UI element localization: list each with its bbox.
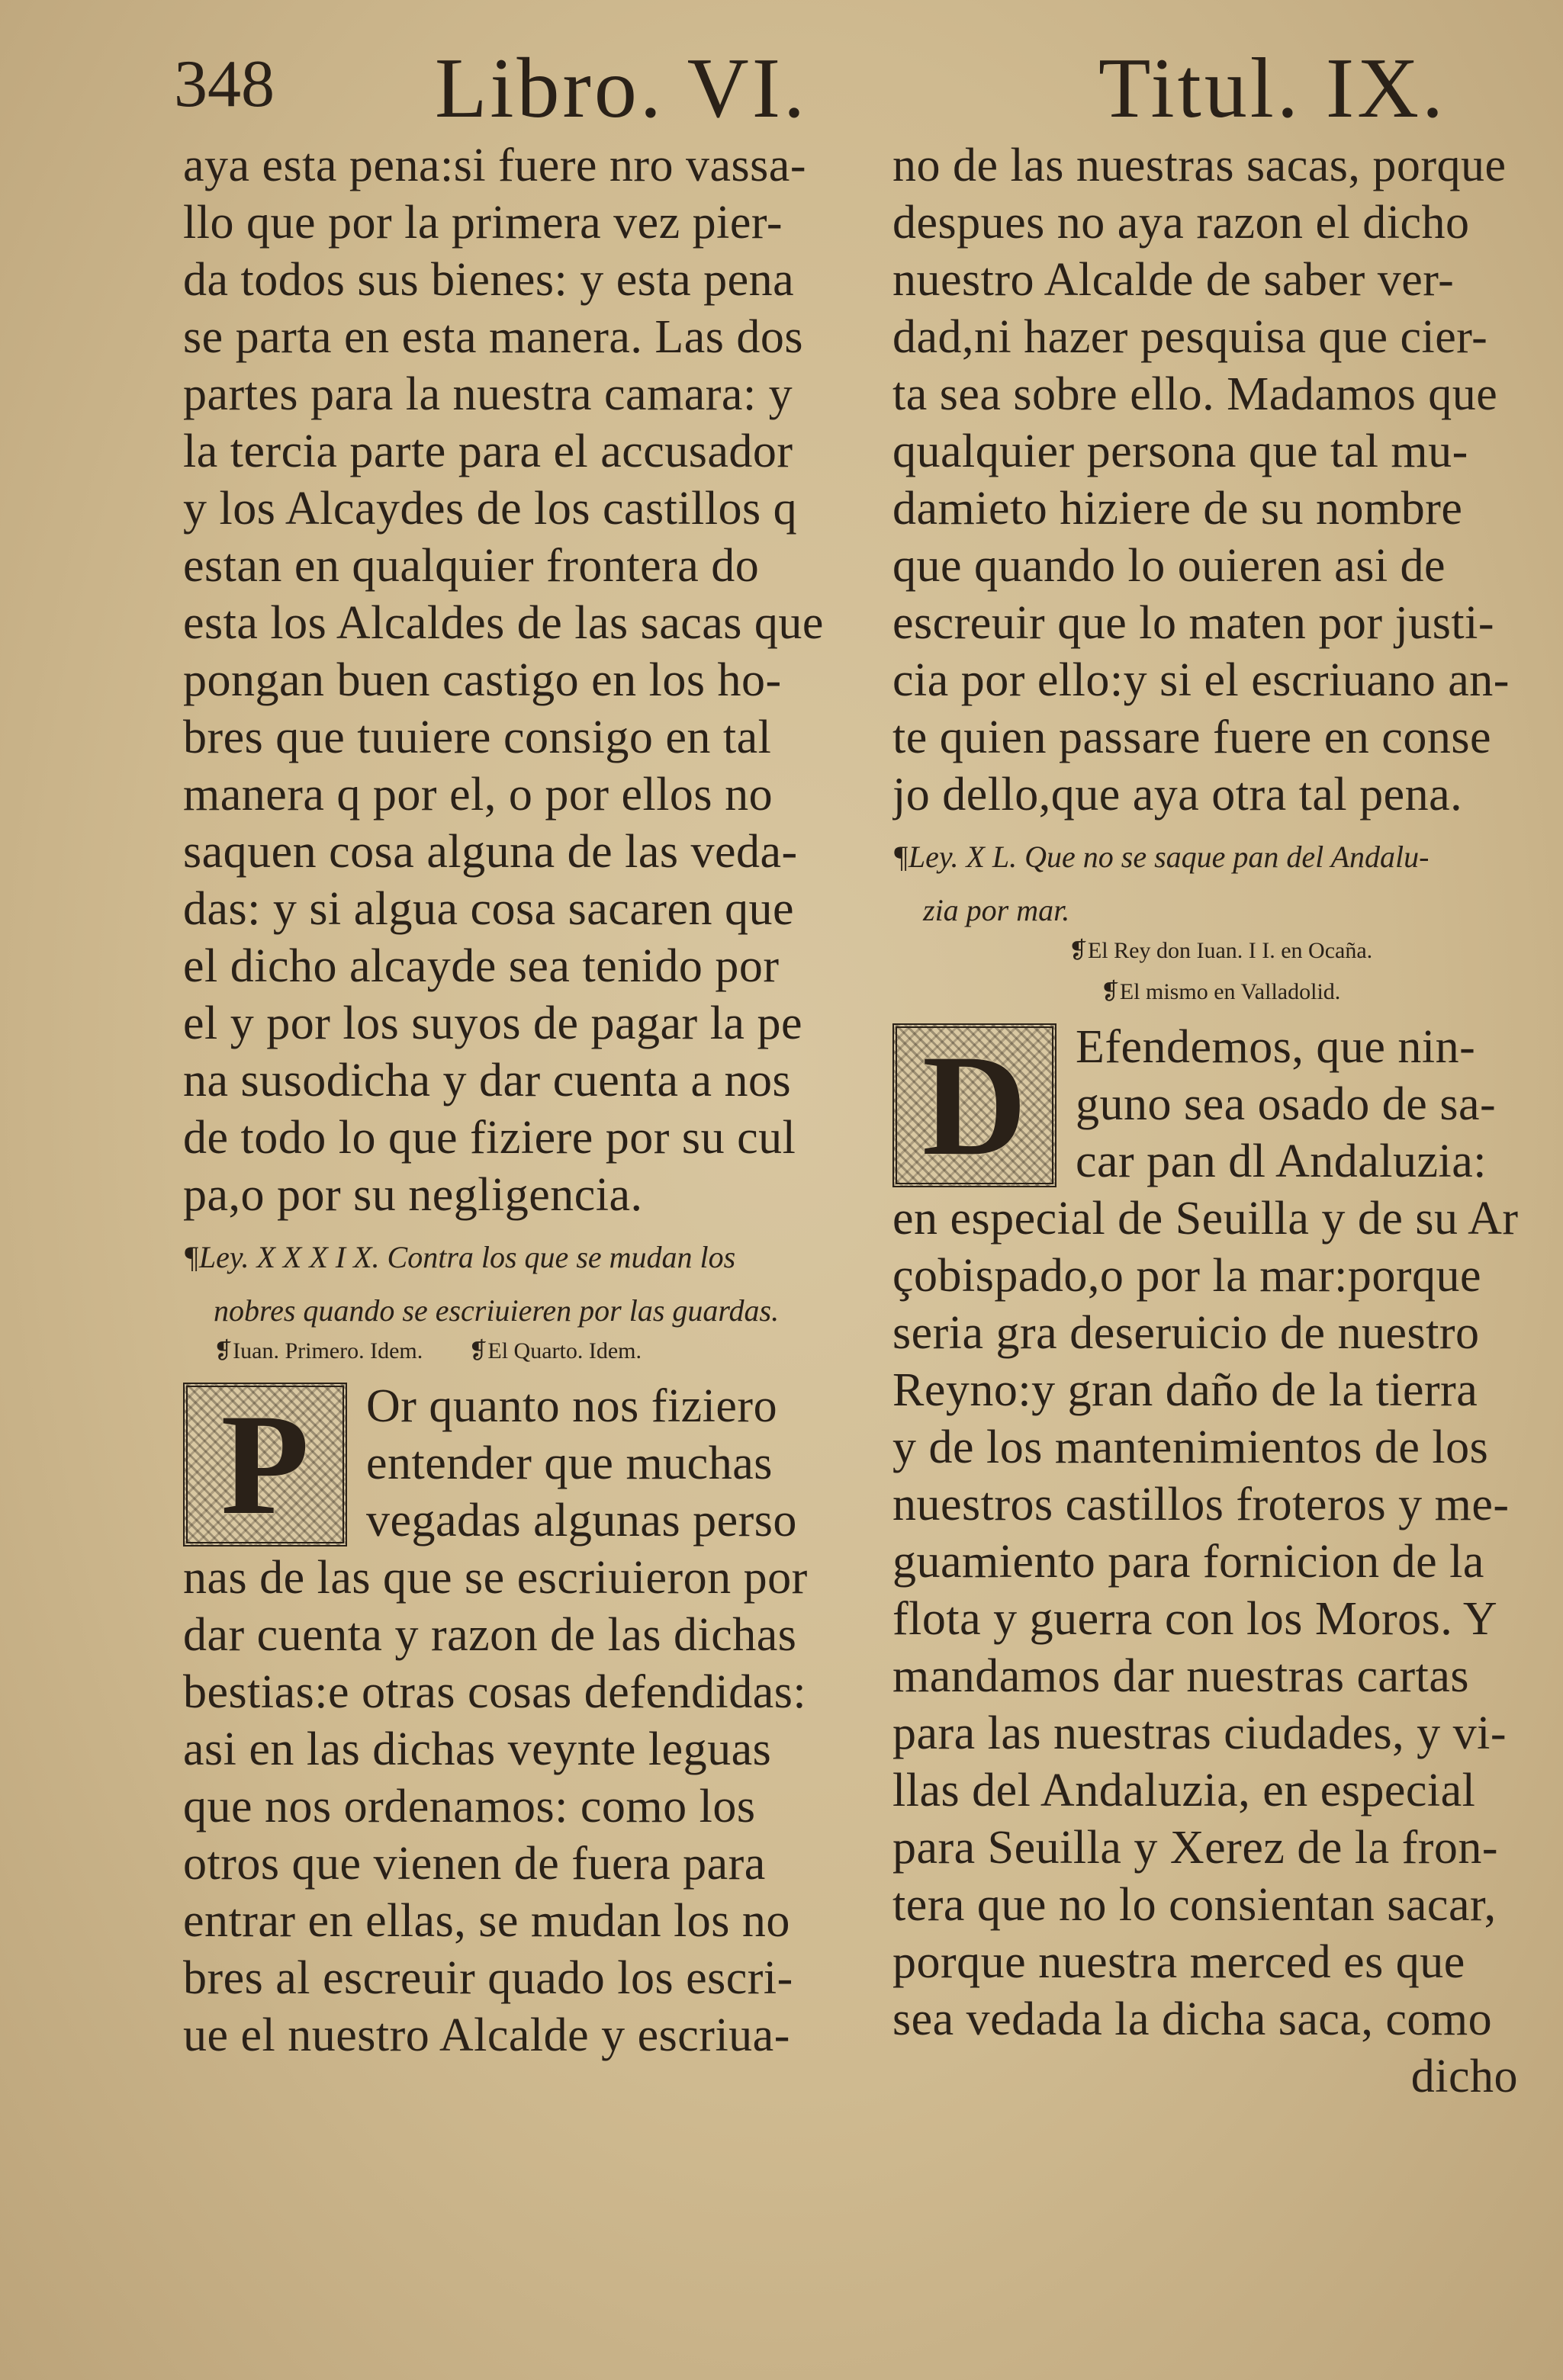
text-line: se parta en esta manera. Las dos bbox=[183, 311, 804, 363]
text-line: damieto hiziere de su nombre bbox=[892, 483, 1463, 535]
source-citation: ❡El Quarto. Idem. bbox=[468, 1338, 642, 1363]
text-line: pa,o por su negligencia. bbox=[183, 1169, 643, 1221]
text-line: seria gra deseruicio de nuestro bbox=[892, 1307, 1480, 1359]
decorated-initial-d bbox=[892, 1023, 1056, 1187]
text-line: entrar en ellas, se mudan los no bbox=[183, 1895, 790, 1947]
text-line: y los Alcaydes de los castillos q bbox=[183, 483, 798, 535]
text-line: nas de las que se escriuieron por bbox=[183, 1552, 808, 1604]
text-line: el dicho alcayde sea tenido por bbox=[183, 940, 780, 992]
text-line: para las nuestras ciudades, y vi- bbox=[892, 1707, 1507, 1759]
catchword: dicho bbox=[1410, 2051, 1518, 2102]
text-line: tera que no lo consientan sacar, bbox=[892, 1879, 1497, 1931]
text-line: bestias:e otras cosas defendidas: bbox=[183, 1666, 807, 1718]
text-line: Or quanto nos fiziero bbox=[366, 1380, 778, 1432]
right-paragraph-continued bbox=[892, 137, 1549, 824]
text-line: para Seuilla y Xerez de la fron- bbox=[892, 1822, 1499, 1874]
text-line: flota y guerra con los Moros. Y bbox=[892, 1593, 1498, 1645]
text-line: Reyno:y gran daño de la tierra bbox=[892, 1364, 1478, 1416]
text-line: pongan buen castigo en los ho- bbox=[183, 654, 782, 706]
page-number: 348 bbox=[174, 47, 275, 121]
right-column bbox=[892, 137, 1549, 2105]
text-line: el y por los suyos de pagar la pe bbox=[183, 997, 802, 1049]
text-line: estan en qualquier frontera do bbox=[183, 540, 760, 592]
text-line: esta los Alcaldes de las sacas que bbox=[183, 597, 824, 649]
text-line: qualquier persona que tal mu- bbox=[892, 426, 1468, 477]
text-line: bres al escreuir quado los escri- bbox=[183, 1952, 793, 2004]
law-39-sources bbox=[183, 1331, 839, 1372]
text-line: jo dello,que aya otra tal pena. bbox=[892, 769, 1463, 821]
text-line: na susodicha y dar cuenta a nos bbox=[183, 1055, 792, 1106]
text-line: saquen cosa alguna de las veda- bbox=[183, 826, 798, 878]
source-citation: ❡Iuan. Primero. Idem. bbox=[214, 1338, 423, 1363]
law-heading-40: ¶Ley. X L. Que no se saque pan del Andalu- bbox=[892, 840, 1430, 874]
text-line: Efendemos, que nin- bbox=[1076, 1021, 1476, 1073]
law-40-body bbox=[892, 1019, 1549, 2105]
source-citation: ❡El mismo en Valladolid. bbox=[1100, 979, 1341, 1004]
text-line: no de las nuestras sacas, porque bbox=[892, 140, 1507, 191]
running-title-section: Titul. IX. bbox=[1098, 41, 1447, 136]
text-line: nuestro Alcalde de saber ver- bbox=[892, 254, 1455, 306]
text-line: aya esta pena:si fuere nro vassa- bbox=[183, 140, 806, 191]
text-line: porque nuestra merced es que bbox=[892, 1936, 1465, 1988]
text-line: asi en las dichas veynte leguas bbox=[183, 1723, 772, 1775]
text-line: nuestros castillos froteros y me- bbox=[892, 1479, 1510, 1530]
text-line: car pan dl Andaluzia: bbox=[1076, 1135, 1487, 1187]
text-line: escreuir que lo maten por justi- bbox=[892, 597, 1495, 649]
text-line: de todo lo que fiziere por su cul bbox=[183, 1112, 796, 1164]
text-line: vegadas algunas perso bbox=[366, 1495, 797, 1547]
text-line: llo que por la primera vez pier- bbox=[183, 197, 783, 249]
text-line: que nos ordenamos: como los bbox=[183, 1781, 756, 1832]
text-line: guno sea osado de sa- bbox=[1076, 1078, 1497, 1130]
text-line: mandamos dar nuestras cartas bbox=[892, 1650, 1470, 1702]
text-line: que quando lo ouieren asi de bbox=[892, 540, 1446, 592]
text-line: en especial de Seuilla y de su Ar bbox=[892, 1193, 1519, 1245]
law-heading-39-cont: nobres quando se escriuieren por las guardas. bbox=[214, 1293, 780, 1328]
law-heading-40-cont: zia por mar. bbox=[923, 893, 1070, 927]
text-line: llas del Andaluzia, en especial bbox=[892, 1765, 1476, 1816]
text-line: ue el nuestro Alcalde y escriua- bbox=[183, 2009, 790, 2061]
text-line: sea vedada la dicha saca, como bbox=[892, 1993, 1493, 2045]
text-line: y de los mantenimientos de los bbox=[892, 1421, 1489, 1473]
left-column bbox=[183, 137, 839, 2064]
text-line: ta sea sobre ello. Madamos que bbox=[892, 368, 1498, 420]
text-line: otros que vienen de fuera para bbox=[183, 1838, 766, 1890]
text-line: dad,ni hazer pesquisa que cier- bbox=[892, 311, 1488, 363]
text-line: çobispado,o por la mar:porque bbox=[892, 1250, 1482, 1302]
text-line: bres que tuuiere consigo en tal bbox=[183, 711, 772, 763]
text-line: das: y si algua cosa sacaren que bbox=[183, 883, 795, 935]
left-paragraph-continued bbox=[183, 137, 839, 1224]
text-line: dar cuenta y razon de las dichas bbox=[183, 1609, 797, 1661]
text-line: cia por ello:y si el escriuano an- bbox=[892, 654, 1510, 706]
text-line: te quien passare fuere en conse bbox=[892, 711, 1491, 763]
decorated-initial-p bbox=[183, 1383, 347, 1547]
law-heading-39: ¶Ley. X X X I X. Contra los que se mudan los bbox=[183, 1240, 736, 1274]
text-line: da todos sus bienes: y esta pena bbox=[183, 254, 795, 306]
page-header bbox=[0, 23, 1563, 136]
text-line: manera q por el, o por ellos no bbox=[183, 769, 773, 821]
text-line: guamiento para fornicion de la bbox=[892, 1536, 1484, 1588]
text-line: despues no aya razon el dicho bbox=[892, 197, 1470, 249]
text-line: la tercia parte para el accusador bbox=[183, 426, 793, 477]
running-title-book: Libro. VI. bbox=[435, 41, 808, 136]
source-citation: ❡El Rey don Iuan. I I. en Ocaña. bbox=[1068, 938, 1373, 963]
text-line: partes para la nuestra camara: y bbox=[183, 368, 793, 420]
law-39-body bbox=[183, 1378, 839, 2064]
drop-cap-letter: P bbox=[220, 1384, 310, 1545]
drop-cap-letter: D bbox=[921, 1025, 1028, 1186]
text-line: entender que muchas bbox=[366, 1437, 773, 1489]
